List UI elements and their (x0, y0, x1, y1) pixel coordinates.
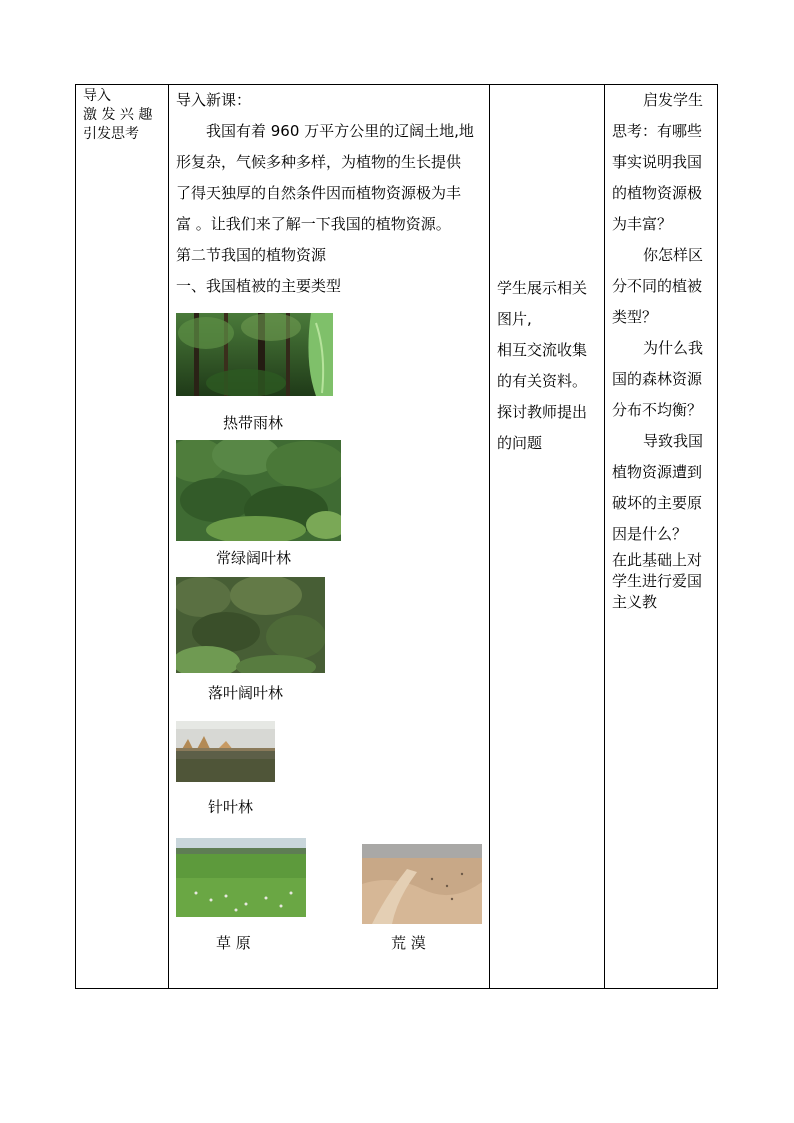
grassland-photo (176, 838, 306, 917)
activity-line: 的有关资料。 (497, 372, 588, 390)
deciduous-forest-photo (176, 577, 325, 673)
subsection-title: 一、我国植被的主要类型 (176, 277, 342, 295)
intro-paragraph-line: 形复杂，气候多种多样，为植物的生长提供 (176, 153, 462, 171)
stage-goal-2: 引发思考 (83, 126, 139, 142)
desert-caption: 荒 漠 (391, 934, 426, 952)
stage-title: 导入 (83, 88, 111, 104)
intent-line: 为丰富？ (612, 215, 673, 233)
lesson-table (75, 84, 718, 989)
intent-line: 分不同的植被 (612, 277, 703, 295)
column-divider (489, 85, 490, 988)
column-divider (168, 85, 169, 988)
intent-line: 在此基础上对 (612, 551, 703, 569)
intent-line: 你怎样区 (643, 246, 704, 264)
evergreen-forest-photo (176, 440, 341, 541)
activity-line: 图片, (497, 310, 532, 328)
intent-line: 植物资源遭到 (612, 463, 703, 481)
intent-line: 事实说明我国 (612, 153, 703, 171)
intent-line: 国的森林资源 (612, 370, 703, 388)
conifer-caption: 针叶林 (208, 798, 254, 816)
intent-line: 导致我国 (643, 432, 704, 450)
rainforest-photo (176, 313, 333, 396)
activity-line: 的问题 (497, 434, 543, 452)
intro-paragraph-line: 我国有着 960 万平方公里的辽阔土地,地 (206, 122, 474, 140)
student-activity-cell (497, 273, 587, 459)
stage-cell (83, 87, 163, 144)
intent-line: 破坏的主要原 (612, 494, 703, 512)
intent-line: 启发学生 (643, 91, 704, 109)
intent-line: 因是什么？ (612, 525, 688, 543)
intent-line: 主义教 (612, 593, 658, 611)
intro-paragraph-line: 富 。让我们来了解一下我国的植物资源。 (176, 215, 451, 233)
desert-photo (362, 844, 482, 924)
rainforest-caption: 热带雨林 (223, 414, 284, 432)
evergreen-caption: 常绿阔叶林 (216, 549, 292, 567)
intent-line: 学生进行爱国 (612, 572, 703, 590)
intent-line: 为什么我 (643, 339, 704, 357)
design-intent-cell (612, 85, 714, 613)
stage-goal: 激 发 兴 趣 (83, 107, 153, 123)
conifer-forest-photo (176, 721, 275, 782)
intent-line: 的植物资源极 (612, 184, 703, 202)
section-title: 第二节我国的植物资源 (176, 246, 327, 264)
activity-line: 学生展示相关 (497, 279, 588, 297)
activity-line: 相互交流收集 (497, 341, 588, 359)
intent-line: 类型？ (612, 308, 658, 326)
column-divider (604, 85, 605, 988)
grassland-caption: 草 原 (216, 934, 251, 952)
intro-heading: 导入新课： (176, 91, 252, 109)
intro-paragraph-line: 了得天独厚的自然条件因而植物资源极为丰 (176, 184, 462, 202)
activity-line: 探讨教师提出 (497, 403, 588, 421)
intent-line: 思考：有哪些 (612, 122, 703, 140)
intent-line: 分布不均衡？ (612, 401, 703, 419)
deciduous-caption: 落叶阔叶林 (208, 684, 284, 702)
